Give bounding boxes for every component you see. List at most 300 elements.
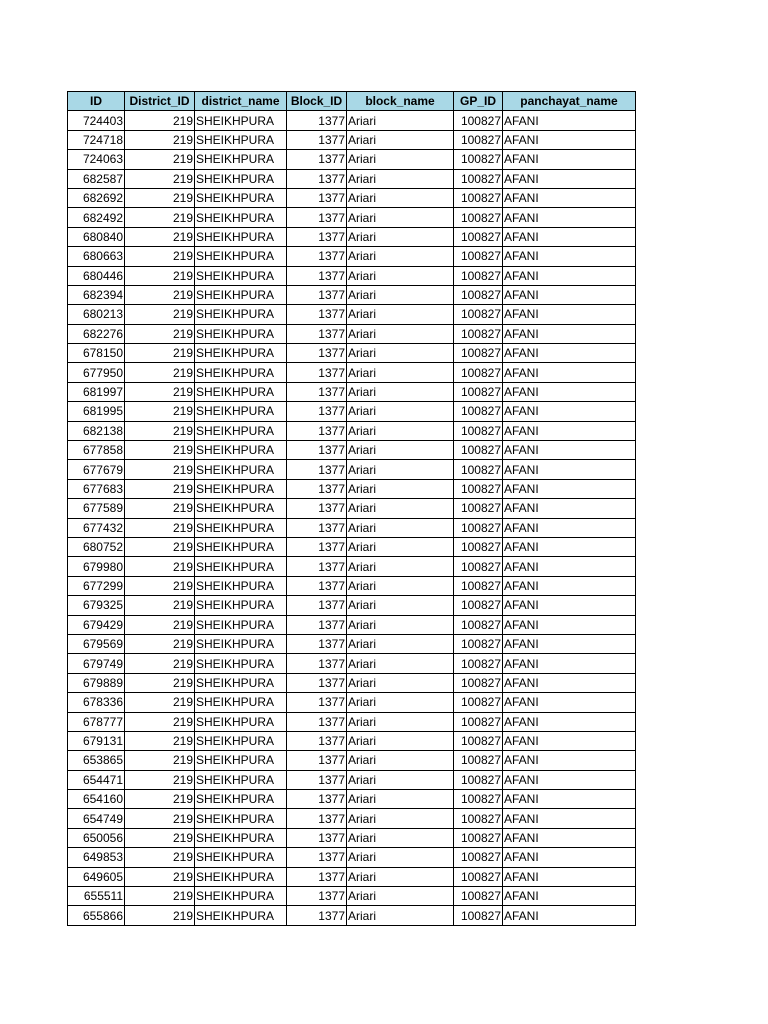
cell-block-id: 1377 [287, 906, 347, 925]
table-row [68, 809, 636, 828]
cell-panchayat-name: AFANI [503, 537, 636, 556]
cell-block-id: 1377 [287, 770, 347, 789]
cell-id: 679569 [68, 634, 125, 653]
cell-block-id: 1377 [287, 305, 347, 324]
cell-block-id: 1377 [287, 828, 347, 847]
cell-panchayat-name: AFANI [503, 615, 636, 634]
cell-panchayat-name: AFANI [503, 576, 636, 595]
header-block-name: block_name [347, 92, 454, 111]
cell-district-name: SHEIKHPURA [195, 731, 287, 750]
cell-gp-id: 100827 [454, 441, 503, 460]
cell-block-id: 1377 [287, 150, 347, 169]
cell-district-id: 219 [125, 673, 195, 692]
table-row [68, 790, 636, 809]
cell-panchayat-name: AFANI [503, 150, 636, 169]
cell-district-id: 219 [125, 887, 195, 906]
cell-block-id: 1377 [287, 188, 347, 207]
cell-id: 724063 [68, 150, 125, 169]
cell-id: 680663 [68, 247, 125, 266]
cell-block-name: Ariari [347, 790, 454, 809]
cell-block-id: 1377 [287, 285, 347, 304]
cell-panchayat-name: AFANI [503, 344, 636, 363]
cell-id: 654749 [68, 809, 125, 828]
cell-district-name: SHEIKHPURA [195, 654, 287, 673]
table-row [68, 906, 636, 925]
cell-gp-id: 100827 [454, 402, 503, 421]
header-id: ID [68, 92, 125, 111]
cell-block-name: Ariari [347, 887, 454, 906]
cell-district-name: SHEIKHPURA [195, 906, 287, 925]
cell-gp-id: 100827 [454, 499, 503, 518]
cell-id: 655866 [68, 906, 125, 925]
cell-district-name: SHEIKHPURA [195, 615, 287, 634]
cell-district-name: SHEIKHPURA [195, 111, 287, 130]
cell-block-id: 1377 [287, 363, 347, 382]
cell-district-name: SHEIKHPURA [195, 402, 287, 421]
cell-district-name: SHEIKHPURA [195, 382, 287, 401]
cell-panchayat-name: AFANI [503, 499, 636, 518]
cell-block-id: 1377 [287, 460, 347, 479]
cell-block-id: 1377 [287, 712, 347, 731]
cell-district-id: 219 [125, 751, 195, 770]
cell-id: 724403 [68, 111, 125, 130]
cell-id: 655511 [68, 887, 125, 906]
table-row [68, 712, 636, 731]
cell-id: 679749 [68, 654, 125, 673]
cell-block-name: Ariari [347, 344, 454, 363]
cell-panchayat-name: AFANI [503, 770, 636, 789]
cell-block-name: Ariari [347, 712, 454, 731]
cell-gp-id: 100827 [454, 363, 503, 382]
cell-district-name: SHEIKHPURA [195, 344, 287, 363]
cell-gp-id: 100827 [454, 285, 503, 304]
cell-panchayat-name: AFANI [503, 227, 636, 246]
cell-district-name: SHEIKHPURA [195, 266, 287, 285]
cell-panchayat-name: AFANI [503, 441, 636, 460]
cell-id: 682394 [68, 285, 125, 304]
cell-block-id: 1377 [287, 479, 347, 498]
cell-block-name: Ariari [347, 169, 454, 188]
cell-gp-id: 100827 [454, 227, 503, 246]
cell-block-name: Ariari [347, 809, 454, 828]
cell-district-id: 219 [125, 305, 195, 324]
cell-district-id: 219 [125, 285, 195, 304]
cell-district-id: 219 [125, 499, 195, 518]
table-row [68, 848, 636, 867]
cell-panchayat-name: AFANI [503, 518, 636, 537]
cell-block-id: 1377 [287, 169, 347, 188]
cell-block-name: Ariari [347, 848, 454, 867]
cell-block-id: 1377 [287, 576, 347, 595]
cell-district-name: SHEIKHPURA [195, 596, 287, 615]
cell-block-name: Ariari [347, 130, 454, 149]
cell-id: 649853 [68, 848, 125, 867]
cell-id: 680752 [68, 537, 125, 556]
cell-block-name: Ariari [347, 751, 454, 770]
table-row [68, 887, 636, 906]
cell-id: 650056 [68, 828, 125, 847]
cell-gp-id: 100827 [454, 828, 503, 847]
table-row [68, 150, 636, 169]
cell-gp-id: 100827 [454, 247, 503, 266]
cell-block-id: 1377 [287, 790, 347, 809]
cell-id: 682138 [68, 421, 125, 440]
cell-block-name: Ariari [347, 363, 454, 382]
table-row [68, 188, 636, 207]
cell-district-name: SHEIKHPURA [195, 188, 287, 207]
cell-id: 680446 [68, 266, 125, 285]
cell-district-id: 219 [125, 848, 195, 867]
cell-district-id: 219 [125, 421, 195, 440]
cell-block-id: 1377 [287, 809, 347, 828]
table-row [68, 576, 636, 595]
cell-district-name: SHEIKHPURA [195, 421, 287, 440]
cell-gp-id: 100827 [454, 906, 503, 925]
cell-panchayat-name: AFANI [503, 673, 636, 692]
table-row [68, 731, 636, 750]
cell-id: 724718 [68, 130, 125, 149]
cell-id: 681997 [68, 382, 125, 401]
cell-panchayat-name: AFANI [503, 382, 636, 401]
table-row [68, 402, 636, 421]
cell-district-id: 219 [125, 615, 195, 634]
cell-block-name: Ariari [347, 828, 454, 847]
cell-panchayat-name: AFANI [503, 208, 636, 227]
table-row [68, 499, 636, 518]
cell-district-id: 219 [125, 790, 195, 809]
table-row [68, 460, 636, 479]
cell-district-id: 219 [125, 518, 195, 537]
cell-block-name: Ariari [347, 324, 454, 343]
table-row [68, 169, 636, 188]
table-row [68, 518, 636, 537]
cell-district-id: 219 [125, 770, 195, 789]
cell-block-id: 1377 [287, 499, 347, 518]
cell-panchayat-name: AFANI [503, 712, 636, 731]
cell-panchayat-name: AFANI [503, 111, 636, 130]
header-district-id: District_ID [125, 92, 195, 111]
cell-district-id: 219 [125, 557, 195, 576]
cell-id: 654160 [68, 790, 125, 809]
cell-id: 682587 [68, 169, 125, 188]
cell-block-id: 1377 [287, 867, 347, 886]
cell-district-name: SHEIKHPURA [195, 247, 287, 266]
table-row [68, 693, 636, 712]
cell-district-name: SHEIKHPURA [195, 848, 287, 867]
cell-block-id: 1377 [287, 266, 347, 285]
cell-gp-id: 100827 [454, 576, 503, 595]
table-row [68, 634, 636, 653]
cell-panchayat-name: AFANI [503, 906, 636, 925]
cell-panchayat-name: AFANI [503, 421, 636, 440]
table-row [68, 421, 636, 440]
header-district-name: district_name [195, 92, 287, 111]
cell-gp-id: 100827 [454, 111, 503, 130]
cell-block-name: Ariari [347, 460, 454, 479]
cell-block-id: 1377 [287, 751, 347, 770]
cell-block-name: Ariari [347, 576, 454, 595]
cell-gp-id: 100827 [454, 479, 503, 498]
cell-district-name: SHEIKHPURA [195, 324, 287, 343]
cell-block-id: 1377 [287, 634, 347, 653]
table-row [68, 266, 636, 285]
cell-id: 679980 [68, 557, 125, 576]
cell-district-id: 219 [125, 363, 195, 382]
cell-district-id: 219 [125, 150, 195, 169]
cell-district-name: SHEIKHPURA [195, 305, 287, 324]
cell-district-name: SHEIKHPURA [195, 169, 287, 188]
table-row [68, 227, 636, 246]
cell-block-name: Ariari [347, 208, 454, 227]
cell-gp-id: 100827 [454, 887, 503, 906]
cell-block-id: 1377 [287, 421, 347, 440]
cell-panchayat-name: AFANI [503, 324, 636, 343]
cell-block-name: Ariari [347, 518, 454, 537]
table-row [68, 557, 636, 576]
header-block-id: Block_ID [287, 92, 347, 111]
cell-gp-id: 100827 [454, 751, 503, 770]
cell-district-name: SHEIKHPURA [195, 867, 287, 886]
cell-block-id: 1377 [287, 596, 347, 615]
cell-block-name: Ariari [347, 673, 454, 692]
cell-panchayat-name: AFANI [503, 693, 636, 712]
cell-block-name: Ariari [347, 906, 454, 925]
cell-id: 679429 [68, 615, 125, 634]
cell-block-id: 1377 [287, 111, 347, 130]
cell-panchayat-name: AFANI [503, 809, 636, 828]
cell-block-id: 1377 [287, 402, 347, 421]
cell-panchayat-name: AFANI [503, 790, 636, 809]
cell-district-name: SHEIKHPURA [195, 673, 287, 692]
cell-block-id: 1377 [287, 673, 347, 692]
cell-panchayat-name: AFANI [503, 848, 636, 867]
cell-district-name: SHEIKHPURA [195, 770, 287, 789]
cell-gp-id: 100827 [454, 557, 503, 576]
cell-block-id: 1377 [287, 557, 347, 576]
cell-panchayat-name: AFANI [503, 557, 636, 576]
cell-gp-id: 100827 [454, 673, 503, 692]
cell-block-id: 1377 [287, 247, 347, 266]
cell-gp-id: 100827 [454, 654, 503, 673]
cell-district-id: 219 [125, 576, 195, 595]
cell-gp-id: 100827 [454, 790, 503, 809]
table-row [68, 247, 636, 266]
cell-id: 654471 [68, 770, 125, 789]
cell-block-name: Ariari [347, 285, 454, 304]
cell-gp-id: 100827 [454, 305, 503, 324]
cell-gp-id: 100827 [454, 867, 503, 886]
cell-id: 680213 [68, 305, 125, 324]
cell-id: 678150 [68, 344, 125, 363]
cell-gp-id: 100827 [454, 169, 503, 188]
cell-block-name: Ariari [347, 479, 454, 498]
cell-panchayat-name: AFANI [503, 402, 636, 421]
cell-block-name: Ariari [347, 305, 454, 324]
cell-panchayat-name: AFANI [503, 169, 636, 188]
cell-gp-id: 100827 [454, 518, 503, 537]
cell-district-name: SHEIKHPURA [195, 790, 287, 809]
cell-block-name: Ariari [347, 441, 454, 460]
cell-district-id: 219 [125, 188, 195, 207]
cell-district-id: 219 [125, 537, 195, 556]
cell-id: 678777 [68, 712, 125, 731]
cell-district-name: SHEIKHPURA [195, 208, 287, 227]
cell-district-name: SHEIKHPURA [195, 479, 287, 498]
cell-block-name: Ariari [347, 402, 454, 421]
cell-block-name: Ariari [347, 557, 454, 576]
table-row [68, 130, 636, 149]
cell-block-id: 1377 [287, 693, 347, 712]
table-row [68, 344, 636, 363]
table-row [68, 654, 636, 673]
cell-id: 677432 [68, 518, 125, 537]
cell-id: 682276 [68, 324, 125, 343]
cell-district-id: 219 [125, 247, 195, 266]
cell-gp-id: 100827 [454, 208, 503, 227]
cell-panchayat-name: AFANI [503, 731, 636, 750]
cell-block-name: Ariari [347, 266, 454, 285]
cell-block-name: Ariari [347, 499, 454, 518]
cell-block-name: Ariari [347, 111, 454, 130]
cell-id: 680840 [68, 227, 125, 246]
cell-block-name: Ariari [347, 654, 454, 673]
cell-district-id: 219 [125, 111, 195, 130]
cell-block-name: Ariari [347, 421, 454, 440]
cell-block-id: 1377 [287, 344, 347, 363]
cell-block-id: 1377 [287, 887, 347, 906]
cell-gp-id: 100827 [454, 266, 503, 285]
cell-district-name: SHEIKHPURA [195, 150, 287, 169]
cell-id: 649605 [68, 867, 125, 886]
cell-block-id: 1377 [287, 382, 347, 401]
cell-district-name: SHEIKHPURA [195, 537, 287, 556]
table-row [68, 867, 636, 886]
cell-district-id: 219 [125, 712, 195, 731]
cell-district-name: SHEIKHPURA [195, 363, 287, 382]
cell-block-name: Ariari [347, 150, 454, 169]
cell-block-id: 1377 [287, 654, 347, 673]
cell-district-name: SHEIKHPURA [195, 576, 287, 595]
cell-panchayat-name: AFANI [503, 305, 636, 324]
cell-block-id: 1377 [287, 537, 347, 556]
cell-id: 679889 [68, 673, 125, 692]
table-row [68, 615, 636, 634]
cell-id: 677589 [68, 499, 125, 518]
cell-district-id: 219 [125, 460, 195, 479]
cell-id: 682492 [68, 208, 125, 227]
cell-id: 678336 [68, 693, 125, 712]
cell-district-id: 219 [125, 731, 195, 750]
cell-id: 681995 [68, 402, 125, 421]
cell-district-id: 219 [125, 693, 195, 712]
cell-panchayat-name: AFANI [503, 130, 636, 149]
cell-district-id: 219 [125, 596, 195, 615]
table-row [68, 305, 636, 324]
cell-panchayat-name: AFANI [503, 285, 636, 304]
cell-district-id: 219 [125, 809, 195, 828]
cell-panchayat-name: AFANI [503, 479, 636, 498]
cell-block-name: Ariari [347, 615, 454, 634]
cell-district-name: SHEIKHPURA [195, 518, 287, 537]
cell-district-id: 219 [125, 130, 195, 149]
cell-district-name: SHEIKHPURA [195, 809, 287, 828]
data-table [67, 91, 636, 926]
cell-district-name: SHEIKHPURA [195, 460, 287, 479]
cell-panchayat-name: AFANI [503, 867, 636, 886]
cell-district-id: 219 [125, 634, 195, 653]
header-panchayat-name: panchayat_name [503, 92, 636, 111]
cell-district-name: SHEIKHPURA [195, 751, 287, 770]
cell-gp-id: 100827 [454, 344, 503, 363]
cell-block-name: Ariari [347, 770, 454, 789]
cell-block-name: Ariari [347, 693, 454, 712]
cell-gp-id: 100827 [454, 693, 503, 712]
cell-block-name: Ariari [347, 537, 454, 556]
cell-block-name: Ariari [347, 247, 454, 266]
cell-district-name: SHEIKHPURA [195, 441, 287, 460]
cell-block-id: 1377 [287, 615, 347, 634]
cell-id: 677679 [68, 460, 125, 479]
cell-id: 682692 [68, 188, 125, 207]
cell-id: 677858 [68, 441, 125, 460]
cell-district-id: 219 [125, 867, 195, 886]
cell-block-id: 1377 [287, 227, 347, 246]
cell-id: 679131 [68, 731, 125, 750]
table-row [68, 596, 636, 615]
cell-panchayat-name: AFANI [503, 247, 636, 266]
table-row [68, 324, 636, 343]
cell-block-id: 1377 [287, 130, 347, 149]
cell-panchayat-name: AFANI [503, 828, 636, 847]
cell-block-id: 1377 [287, 731, 347, 750]
cell-block-name: Ariari [347, 867, 454, 886]
cell-id: 677299 [68, 576, 125, 595]
cell-panchayat-name: AFANI [503, 654, 636, 673]
table-row [68, 208, 636, 227]
cell-block-name: Ariari [347, 227, 454, 246]
cell-panchayat-name: AFANI [503, 596, 636, 615]
cell-gp-id: 100827 [454, 615, 503, 634]
cell-district-id: 219 [125, 266, 195, 285]
cell-block-id: 1377 [287, 208, 347, 227]
table-body [68, 111, 636, 925]
table-row [68, 751, 636, 770]
cell-id: 679325 [68, 596, 125, 615]
table-row [68, 382, 636, 401]
cell-district-id: 219 [125, 344, 195, 363]
cell-gp-id: 100827 [454, 382, 503, 401]
cell-district-id: 219 [125, 208, 195, 227]
cell-gp-id: 100827 [454, 809, 503, 828]
cell-district-id: 219 [125, 479, 195, 498]
cell-gp-id: 100827 [454, 460, 503, 479]
cell-block-id: 1377 [287, 441, 347, 460]
cell-district-name: SHEIKHPURA [195, 828, 287, 847]
cell-panchayat-name: AFANI [503, 363, 636, 382]
cell-panchayat-name: AFANI [503, 460, 636, 479]
header-row [68, 92, 636, 111]
cell-district-id: 219 [125, 654, 195, 673]
cell-district-name: SHEIKHPURA [195, 499, 287, 518]
table-row [68, 828, 636, 847]
cell-panchayat-name: AFANI [503, 188, 636, 207]
cell-block-name: Ariari [347, 731, 454, 750]
cell-district-name: SHEIKHPURA [195, 887, 287, 906]
cell-district-id: 219 [125, 169, 195, 188]
cell-block-id: 1377 [287, 848, 347, 867]
cell-block-name: Ariari [347, 382, 454, 401]
cell-gp-id: 100827 [454, 150, 503, 169]
